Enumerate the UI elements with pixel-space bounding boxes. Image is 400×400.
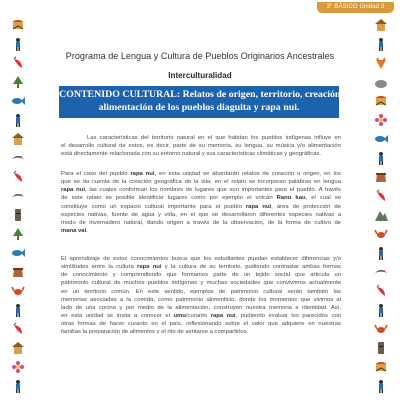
paragraph-line: Las características del territorio natural en el que habitan los pueblos indígenas influye en: [87, 135, 341, 141]
paragraph-line: constituye como un espacio cultural importante para el pueblo rapa nui, área de protección de: [61, 203, 341, 210]
house-icon: [11, 132, 25, 146]
fish-icon: [11, 94, 25, 108]
paragraph-line: está directamente relacionada con su entorno natural y sus características climáticas y geográficas.: [61, 151, 321, 158]
chili-icon: [374, 189, 388, 203]
left-decorative-icons: [11, 16, 25, 396]
grade-badge: 3° BÁSICO Unidad 3: [317, 2, 394, 13]
paragraph-line: el desarrollo cultural de estos, es decir, parte de su memoria, su lengua, su música y/o alimentación: [61, 143, 341, 150]
figure-icon: [374, 246, 388, 260]
paragraph-line: similitudes entre la cultura rapa nui y la cultura de su territorio, pudiendo contrastar ambas formas: [61, 264, 341, 271]
fish-icon: [11, 246, 25, 260]
paragraph-line: lado de una cocina y por medio de la alimentación, construyen nuestra memoria e identidad. Así,: [61, 304, 341, 311]
chili-icon: [11, 170, 25, 184]
right-decorative-icons: [374, 16, 388, 396]
paragraph-line: memorias asociadas a la comida, como patrimonio alimenticio, donde los momentos que vivimos al: [61, 296, 341, 303]
figure-icon: [374, 379, 388, 393]
pot-icon: [374, 170, 388, 184]
drum-icon: [374, 360, 388, 374]
tree-icon: [11, 227, 25, 241]
bird-icon: [11, 151, 25, 165]
chili-icon: [374, 284, 388, 298]
figure-icon: [11, 303, 25, 317]
paragraph-line: otras formas de hacer curanto en el país, reflexionando sobre el valor que adquiere en nuestras: [61, 321, 341, 328]
paragraph-line: que se da cuenta de la creación geográfica de la isla, en el relato se incorporan palabras en lengua: [61, 179, 341, 186]
paragraph-line: mana vai.: [61, 228, 88, 235]
section-title: Interculturalidad: [168, 71, 232, 80]
figure-icon: [374, 303, 388, 317]
tree-icon: [11, 75, 25, 89]
banner-line-1: CONTENIDO CULTURAL: Relatos de origen, territorio, creación y: [59, 89, 348, 100]
figure-icon: [11, 379, 25, 393]
crab-icon: [11, 284, 25, 298]
paragraph-line: rapa nui, las cuales conforman los nombres de lugares que son importantes para el pueblo. A través: [61, 187, 341, 194]
figure-icon: [374, 37, 388, 51]
bird-icon: [374, 265, 388, 279]
mountain-icon: [374, 208, 388, 222]
figure-icon: [374, 151, 388, 165]
paragraph-line: El aprendizaje de estos conocimientos busca que los estudiantes puedan establecer diferencias y/o: [61, 256, 341, 262]
content-banner: [59, 86, 348, 118]
paragraph-2: [61, 170, 341, 235]
paragraph-line: Para el caso del pueblo rapa nui, en esta unidad se abordarán relatos de creación u origen, en los: [61, 171, 341, 177]
moai-icon: [11, 208, 25, 222]
drum-icon: [374, 94, 388, 108]
drum-icon: [11, 18, 25, 32]
figure-icon: [11, 37, 25, 51]
crab-icon: [374, 227, 388, 241]
crab-icon: [374, 322, 388, 336]
paragraph-1: [61, 134, 341, 158]
paragraph-line: patrimonio cultural de muchos pueblos indígenas y muchas sociedades que convivimos actualmente: [61, 280, 341, 287]
paragraph-line: en esta unidad se invita a conocer el umu/curanto rapa nui, pudiendo evaluar los parecidos con: [61, 313, 341, 320]
flower-icon: [374, 113, 388, 127]
rock-icon: [374, 75, 388, 89]
chili-icon: [11, 56, 25, 70]
house-icon: [374, 18, 388, 32]
banner-line-2: alimentación de los pueblos diaguita y rapa nui.: [98, 101, 300, 113]
paragraph-line: de este relato es posible identificar lugares como por ejemplo el volcán Ranu kau, el cual se: [61, 195, 341, 202]
paragraph-line: de conocimiento y comprendiendo que formamos parte de un tejido social que articula un: [61, 272, 341, 279]
pot-icon: [11, 265, 25, 279]
chili-icon: [11, 322, 25, 336]
paragraph-line: especies nativas, fuente de agua y vida, en el que se desarrollaron diferentes especies nativas a: [61, 211, 341, 218]
bird-icon: [11, 189, 25, 203]
house-icon: [11, 341, 25, 355]
paragraph-line: en un territorio común. En este sentido, ejemplos de patrimonio cultural serán también las: [61, 288, 341, 295]
program-title: Programa de Lengua y Cultura de Pueblos Originarios Ancestrales: [65, 51, 335, 61]
moai-icon: [374, 341, 388, 355]
flower-icon: [11, 360, 25, 374]
paragraph-line: modo de invernadero natural, dando origen a través de la observación, de la forma de cultivo de: [61, 219, 341, 226]
fish-icon: [374, 132, 388, 146]
figure-icon: [11, 113, 25, 127]
fox-icon: [374, 56, 388, 70]
paragraph-line: familias la preparación de alimentos y el rito de sentarse a compartirlos.: [61, 329, 249, 336]
paragraph-3: [61, 255, 341, 337]
